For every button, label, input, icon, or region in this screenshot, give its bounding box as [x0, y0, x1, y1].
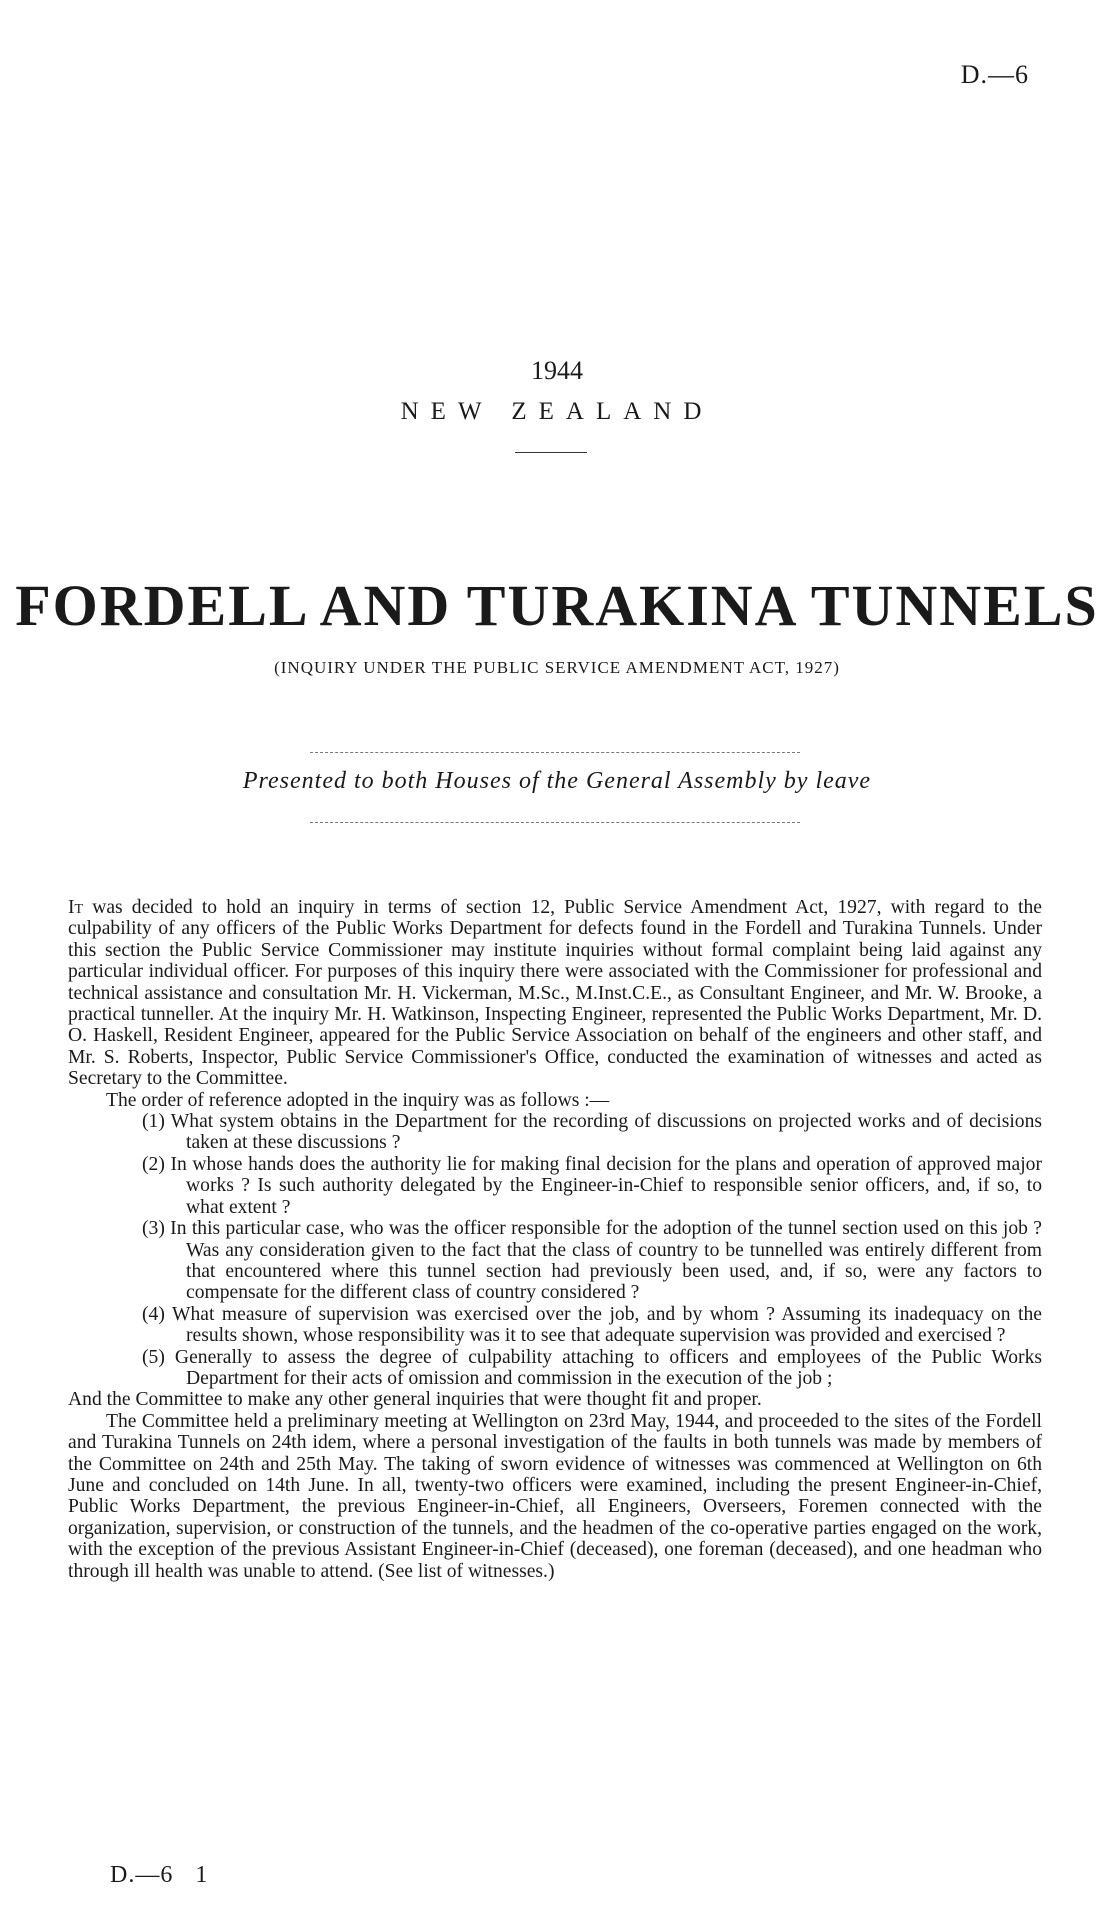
divider-rule-dotted-top [310, 752, 800, 753]
reference-item-5: (5) Generally to assess the degree of culpability attaching to officers and employees of the Public Works Department for their acts of omission and commission in the execution of the job ; [142, 1346, 1042, 1389]
divider-rule-dotted-bottom [310, 822, 800, 823]
paragraph-intro-text: was decided to hold an inquiry in terms of section 12, Public Service Amendment Act, 1927, with regard to the culpability of any officers of the Public Works Department for defects found in the Fordell and Turakina Tunnels. Under this section the Public Service Commissioner may institute inquiries without formal complaint being laid against any particular individual officer. For purposes of this inquiry there were associated with the Commissioner for professional and technical assistance and consultation Mr. H. Vickerman, M.Sc., M.Inst.C.E., as Consultant Engineer, and Mr. W. Brooke, a practical tunneller. At the inquiry Mr. H. Watkinson, Inspecting Engineer, represented the Public Works Department, Mr. D. O. Haskell, Resident Engineer, appeared for the Public Service Association on behalf of the engineers and other staff, and Mr. S. Roberts, Inspector, Public Service Commissioner's Office, conducted the examination of witnesses and acted as Secretary to the Committee. [68, 897, 1042, 1090]
body-text [68, 897, 1042, 1582]
reference-item-2: (2) In whose hands does the authority lie for making final decision for the plans and operation of approved major works ? Is such authority delegated by the Engineer-in-Chief to responsible senior officers, and, if so, to what extent ? [142, 1153, 1042, 1218]
reference-item-1: (1) What system obtains in the Department for the recording of discussions on projected works and of decisions taken at these discussions ? [142, 1111, 1042, 1154]
divider-rule [515, 452, 587, 453]
paragraph-order-of-reference: The order of reference adopted in the inquiry was as follows :— [106, 1089, 610, 1111]
reference-item-4: (4) What measure of supervision was exercised over the job, and by whom ? Assuming its inadequacy on the results shown, whose responsibility was it to see that adequate supervision was provided and exercised ? [142, 1303, 1042, 1347]
page-number: 1 [195, 1862, 209, 1888]
footer-reference: D.—6 [110, 1862, 174, 1888]
paragraph-lead-word: It [68, 897, 84, 918]
paragraph-committee-meeting: The Committee held a preliminary meeting at Wellington on 23rd May, 1944, and proceeded to the sites of the Fordell and Turakina Tunnels on 24th idem, where a personal investigation of the faults in both tunnels was made by members of the Committee on 24th and 25th May. The taking of sworn evidence of witnesses was commenced at Wellington on 6th June and concluded on 14th June. In all, twenty-two officers were examined, including the present Engineer-in-Chief, Public Works Department, the previous Engineer-in-Chief, all Engineers, Overseers, Foremen connected with the organization, supervision, or construction of the tunnels, and the headmen of the co-operative parties engaged on the work, with the exception of the previous Assistant Engineer-in-Chief (deceased), one foreman (deceased), and one headman who through ill health was unable to attend. (See list of witnesses.) [68, 1410, 1042, 1582]
document-title: FORDELL AND TURAKINA TUNNELS [15, 573, 1099, 638]
country-heading: NEW ZEALAND [400, 398, 714, 425]
paragraph-intro [68, 897, 1042, 1090]
paragraph-general-inquiries: And the Committee to make any other general inquiries that were thought fit and proper. [68, 1389, 762, 1411]
presented-line: Presented to both Houses of the General Assembly by leave [242, 768, 872, 794]
page-footer [110, 1862, 208, 1889]
year-heading: 1944 [531, 356, 583, 385]
document-subtitle: (INQUIRY UNDER THE PUBLIC SERVICE AMENDMENT ACT, 1927) [274, 658, 840, 677]
reference-item-3: (3) In this particular case, who was the officer responsible for the adoption of the tunnel section used on this job ? Was any consideration given to the fact that the class of country to be tunnelled was entirely different from that encountered where this tunnel section had previously been used, and, if so, were any factors to compensate for the different class of country considered ? [142, 1218, 1042, 1304]
document-reference: D.—6 [960, 60, 1029, 89]
